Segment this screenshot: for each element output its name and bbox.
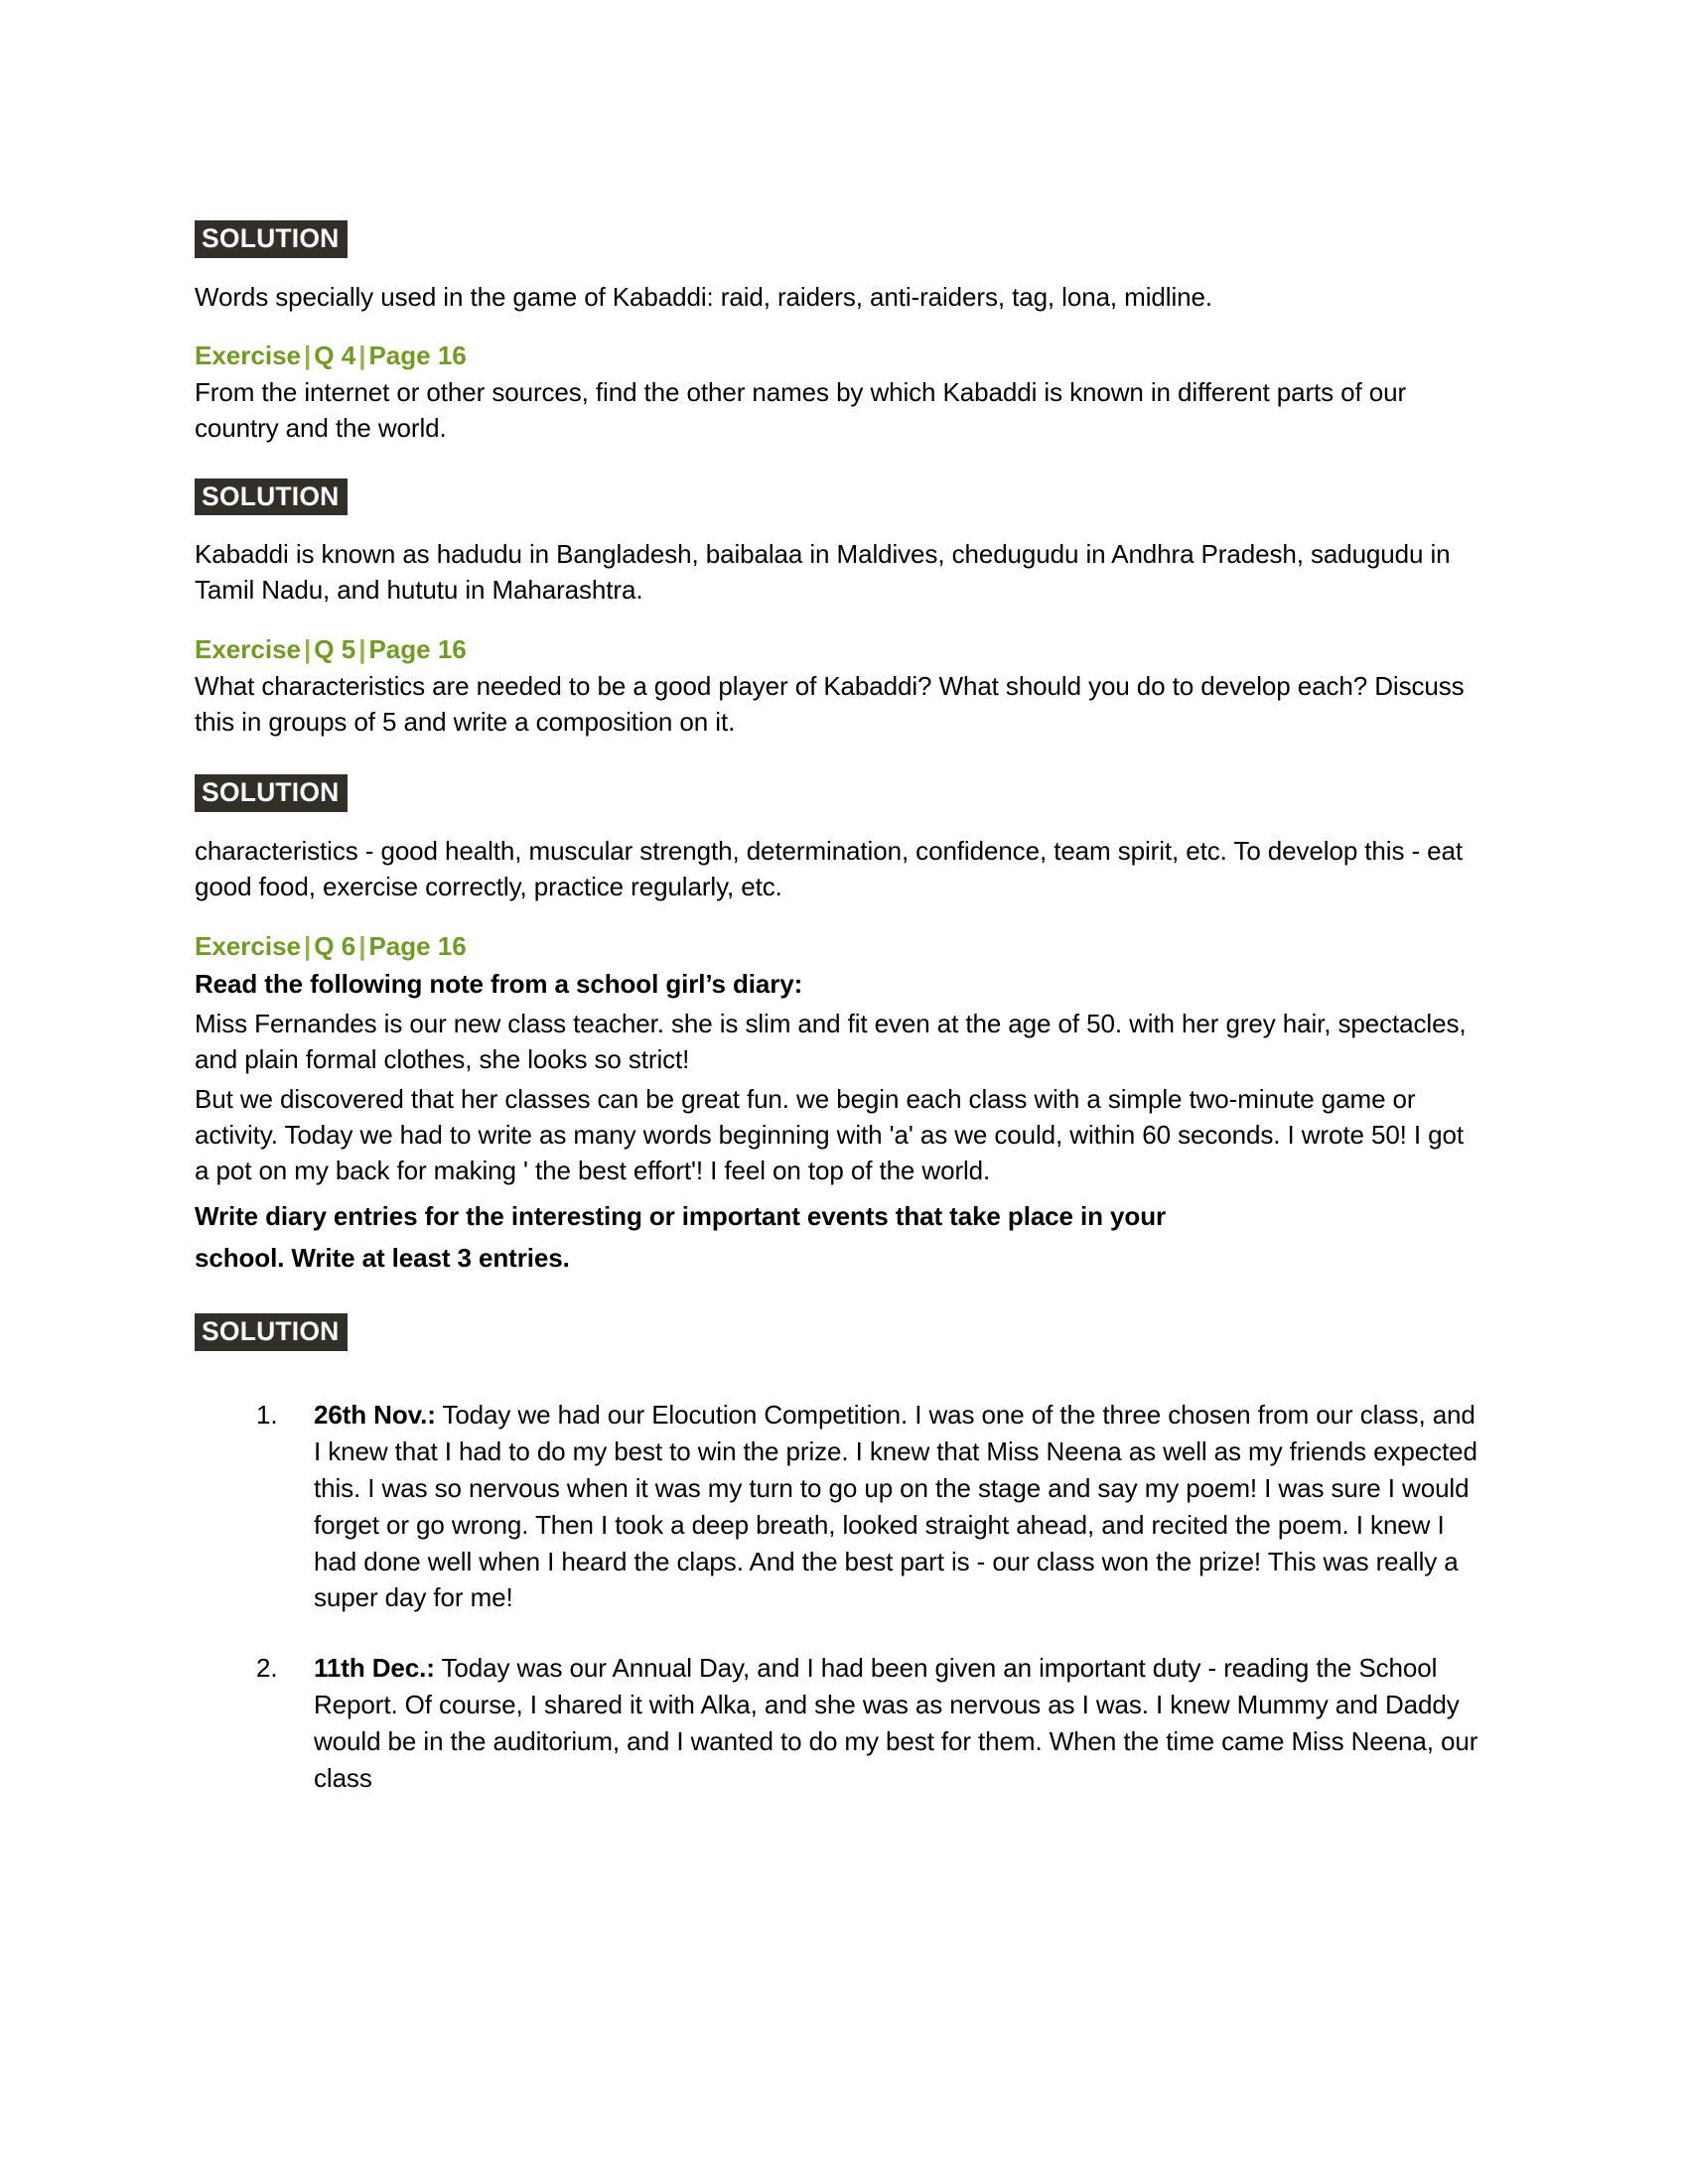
exercise-separator: | (358, 634, 366, 665)
solution-block-q5 (195, 774, 1481, 812)
page-label-q6: Page 16 (368, 930, 467, 961)
diary-note-paragraph-1: Miss Fernandes is our new class teacher. she is slim and fit even at the age of 50. with her grey hair, spectacles, and plain formal clothes, she looks so strict! (195, 1009, 1467, 1075)
exercise-separator: | (358, 930, 366, 961)
exercise-header-q6 (195, 931, 1481, 962)
diary-entries-list (195, 1397, 1481, 1797)
exercise-header-q4 (195, 341, 1481, 371)
question-number-q5: Q 5 (314, 634, 356, 665)
list-item (284, 1397, 1481, 1616)
solution-badge: SOLUTION (195, 220, 348, 258)
question-text-q5: What characteristics are needed to be a good player of Kabaddi? What should you do to develop each? Discuss this in groups of 5 and write a composition on it. (195, 670, 1465, 737)
exercise-separator: | (303, 930, 312, 961)
prompt-heading-q6: Read the following note from a school girl’s diary: (195, 969, 803, 1000)
entry-text: Today was our Annual Day, and I had been given an important duty - reading the School Report. Of course, I shared it with Alka, and she was as nervous as I was. I knew Mummy and Daddy would be in the auditorium, and I wanted to do my best for them. When the time came Miss Neena, our class (314, 1653, 1478, 1794)
diary-note-paragraph-2: But we discovered that her classes can be great fun. we begin each class with a simple two-minute game or activity. Today we had to write as many words beginning with 'a' as we could, within 60 seconds. I wrote 50! I got a pot on my back for making ' the best effort'! I feel on top of the world. (195, 1084, 1465, 1185)
solution-badge: SOLUTION (195, 478, 348, 516)
exercise-separator: | (358, 341, 366, 371)
exercise-separator: | (303, 341, 312, 371)
solution-text-q5: characteristics - good health, muscular strength, determination, confidence, team spirit, etc. To develop this - eat good food, exercise correctly, practice regularly, etc. (195, 835, 1464, 901)
question-number-q6: Q 6 (314, 930, 356, 961)
question-number-q4: Q 4 (314, 341, 356, 371)
solution-text-q3: Words specially used in the game of Kabaddi: raid, raiders, anti-raiders, tag, lona, midline. (195, 281, 1212, 312)
solution-badge: SOLUTION (195, 1313, 348, 1351)
exercise-label-q4: Exercise (195, 341, 301, 371)
entry-date: 26th Nov.: (314, 1399, 436, 1430)
exercise-header-q5 (195, 634, 1481, 665)
solution-block-q3 (195, 220, 1481, 258)
exercise-label-q5: Exercise (195, 634, 301, 665)
page-label-q5: Page 16 (368, 634, 467, 665)
page-content (195, 220, 1481, 1831)
solution-block-q4 (195, 478, 1481, 516)
solution-block-q6 (195, 1313, 1481, 1351)
instruction-line-2: school. Write at least 3 entries. (195, 1242, 570, 1273)
entry-text: Today we had our Elocution Competition. I was one of the three chosen from our class, and I knew that I had to do my best to win the prize. I knew that Miss Neena as well as my friends expected this. I was so nervous when it was my turn to go up on the stage and say my poem! I was sure I would forget or go wrong. Then I took a deep breath, looked straight ahead, and recited the poem. I knew I had done well when I heard the claps. And the best part is - our class won the prize! This was really a super day for me! (314, 1399, 1477, 1613)
entry-date: 11th Dec.: (314, 1653, 435, 1684)
question-text-q4: From the internet or other sources, find the other names by which Kabaddi is known in different parts of our country and the world. (195, 377, 1407, 443)
solution-badge: SOLUTION (195, 774, 348, 812)
list-item (284, 1650, 1481, 1797)
exercise-separator: | (303, 634, 312, 665)
exercise-label-q6: Exercise (195, 930, 301, 961)
instruction-line-1: Write diary entries for the interesting or important events that take place in your (195, 1200, 1166, 1231)
solution-text-q4: Kabaddi is known as hadudu in Bangladesh, baibalaa in Maldives, chedugudu in Andhra Pradesh, sadugudu in Tamil Nadu, and hututu in Maharashtra. (195, 539, 1451, 606)
page-label-q4: Page 16 (368, 341, 467, 371)
